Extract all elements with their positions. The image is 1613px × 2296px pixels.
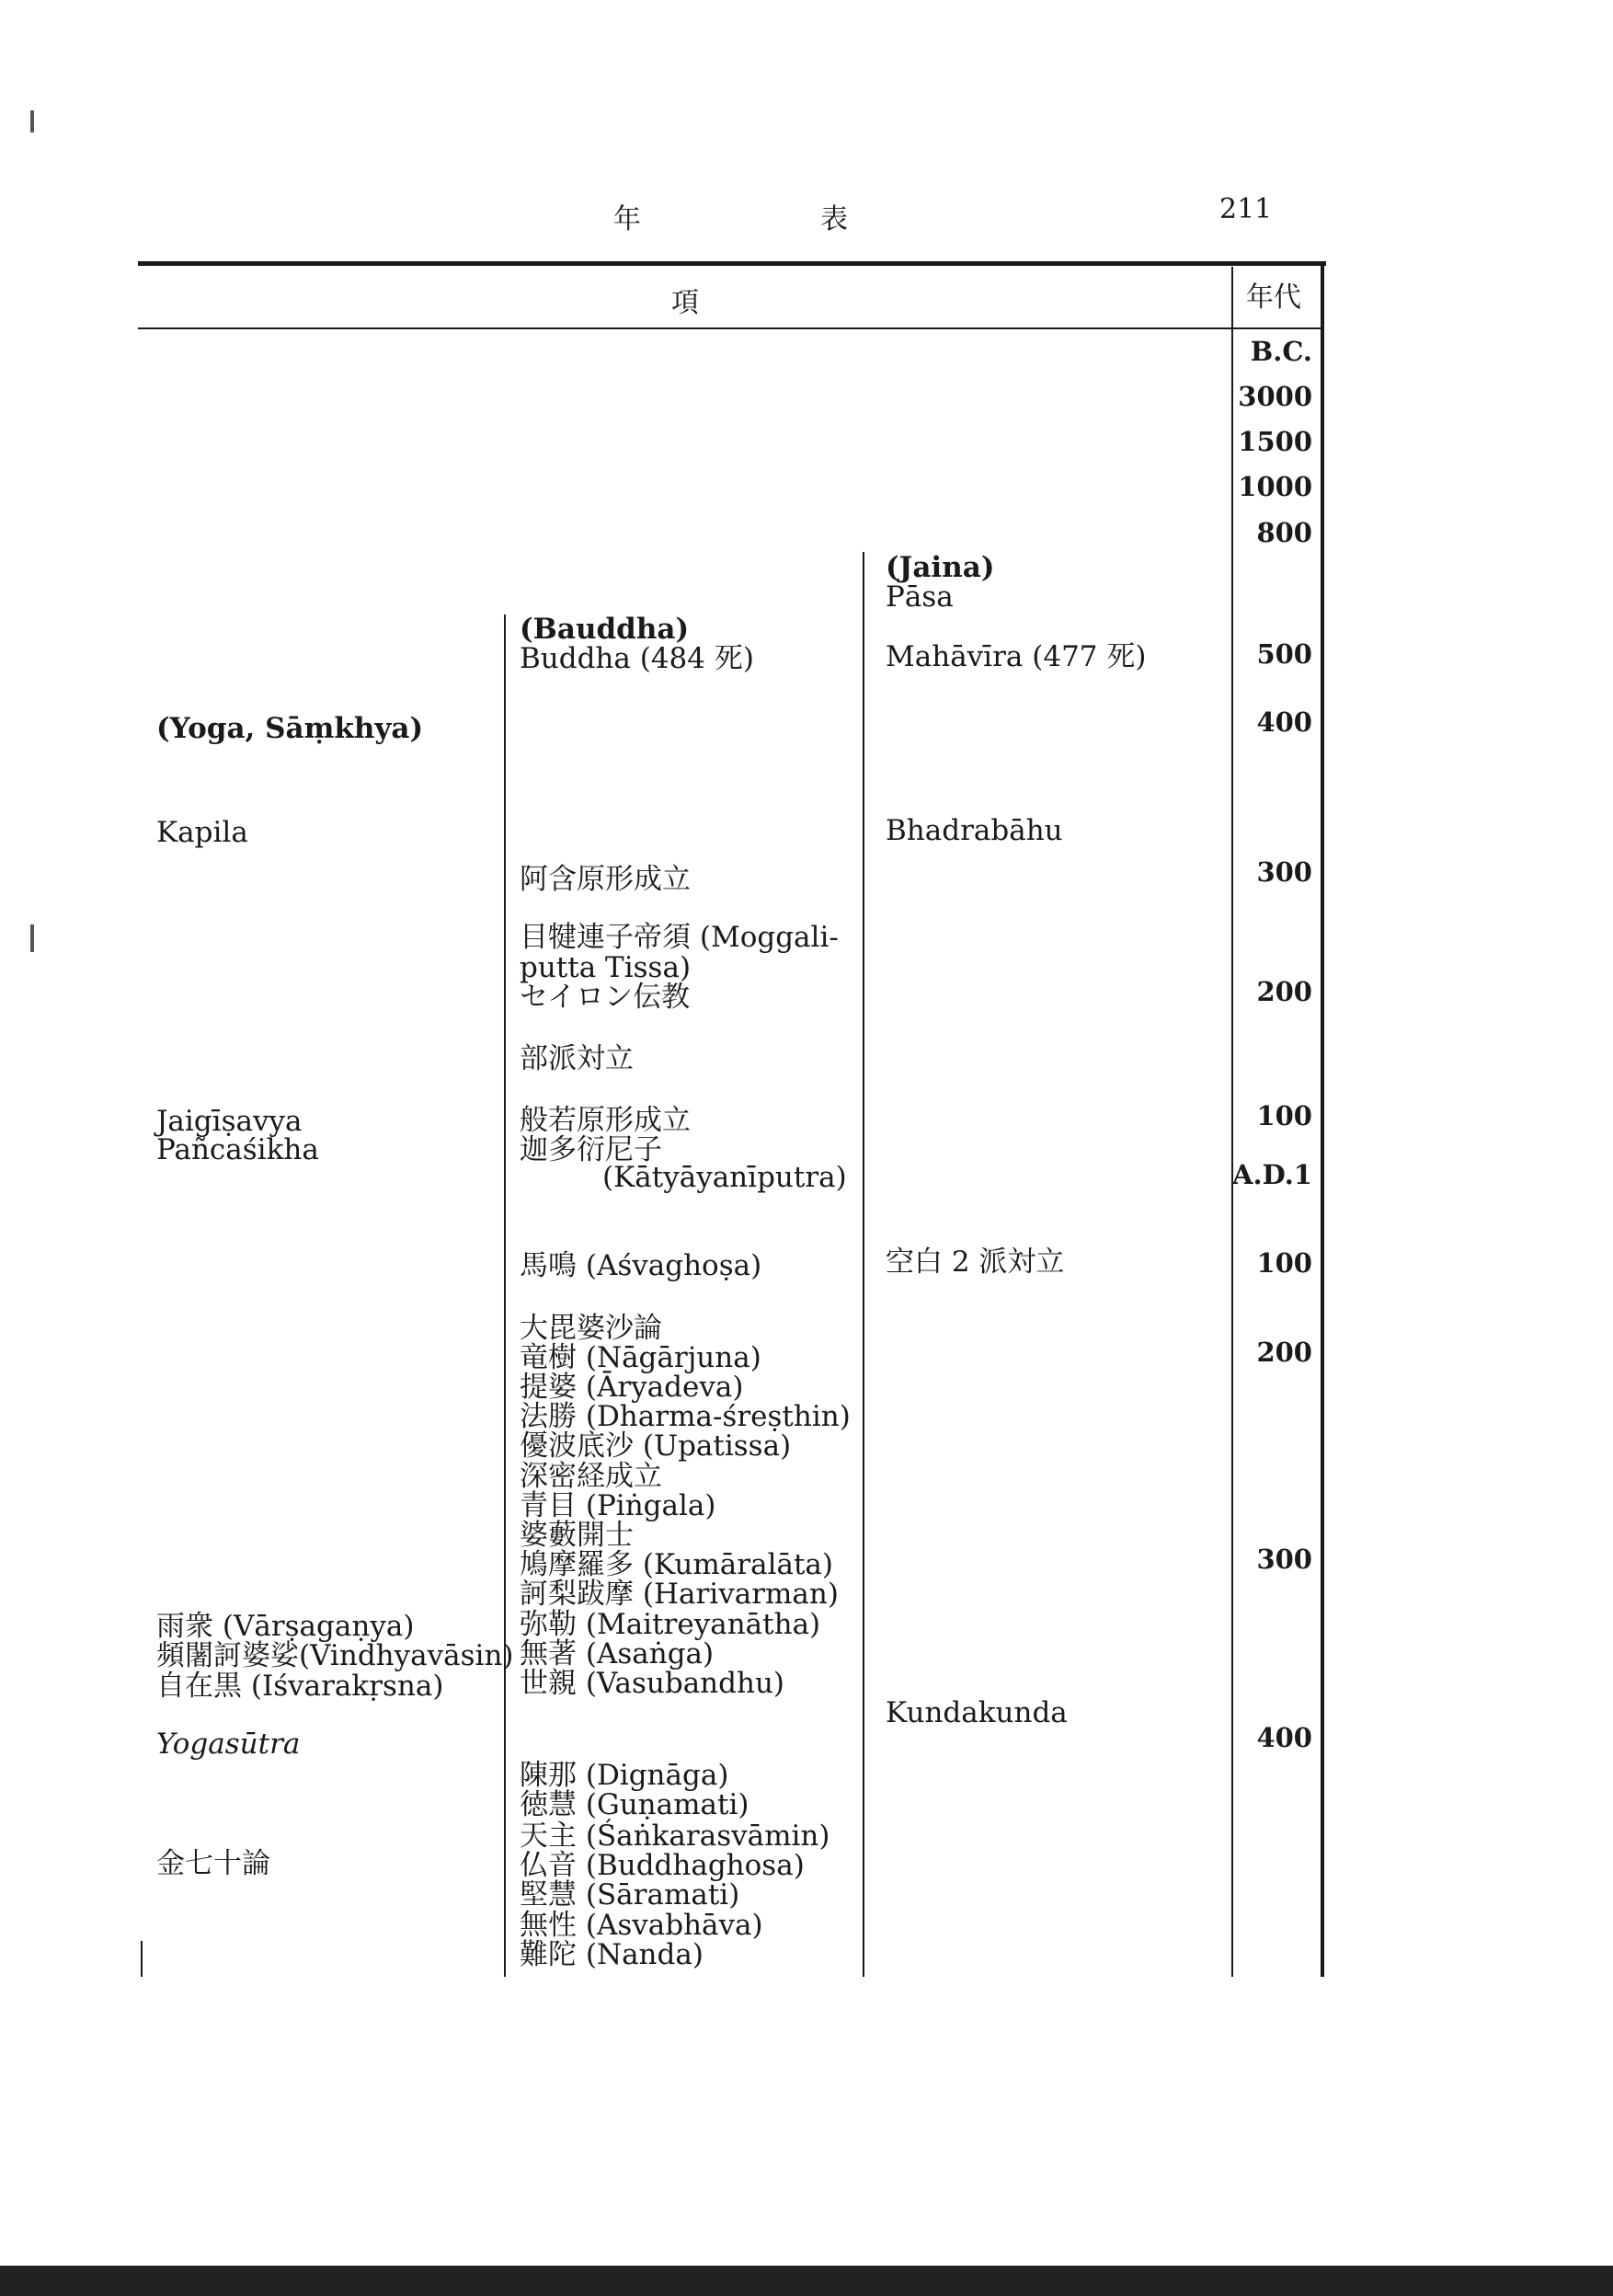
column-divider-2 <box>863 552 864 1977</box>
year-label: 400 <box>1256 706 1312 738</box>
timeline-entry: 訶梨跋摩 (Harivarman) <box>520 1578 839 1611</box>
timeline-entry: Pañcaśikha <box>156 1133 319 1166</box>
timeline-entry: 無著 (Asaṅga) <box>520 1637 715 1670</box>
timeline-entry: 法勝 (Dharma-śreṣthin) <box>520 1400 851 1433</box>
timeline-entry: Kapila <box>156 816 248 849</box>
year-label: 100 <box>1256 1100 1312 1131</box>
timeline-entry: (Yoga, Sāṃkhya) <box>156 712 424 745</box>
page-header-title-right: 表 <box>820 203 848 235</box>
year-label: 200 <box>1256 976 1312 1007</box>
timeline-entry: 部派対立 <box>520 1042 634 1075</box>
table-header-rule <box>138 327 1324 329</box>
year-label: 200 <box>1256 1337 1312 1368</box>
page-number: 211 <box>1219 193 1273 225</box>
timeline-entry: (Jaina) <box>886 551 995 584</box>
year-label: B.C. <box>1250 336 1312 367</box>
timeline-entry: 仏音 (Buddhaghosa) <box>520 1849 805 1882</box>
year-label: 3000 <box>1238 381 1312 412</box>
timeline-entry: 弥勒 (Maitreyanātha) <box>520 1608 821 1641</box>
timeline-entry: 雨衆 (Vārṣagaṇya) <box>156 1610 415 1643</box>
timeline-entry: Pāsa <box>886 580 954 614</box>
timeline-entry: 深密経成立 <box>520 1460 662 1493</box>
scan-margin-mark <box>30 110 34 132</box>
scan-bottom-edge <box>0 2266 1613 2296</box>
years-column-header: 年代 <box>1246 281 1301 314</box>
year-label: 300 <box>1256 1544 1312 1575</box>
timeline-entry: 竜樹 (Nāgārjuna) <box>520 1341 761 1374</box>
timeline-entry: (Kātyāyanīputra) <box>602 1161 847 1194</box>
timeline-entry: 般若原形成立 <box>520 1104 691 1137</box>
timeline-entry: 阿含原形成立 <box>520 863 691 896</box>
timeline-entry: 馬鳴 (Aśvaghoṣa) <box>520 1249 762 1282</box>
page-header-title-left: 年 <box>613 203 641 235</box>
year-label: 300 <box>1256 856 1312 888</box>
left-border <box>141 1941 143 1977</box>
timeline-entry: 青目 (Piṅgala) <box>520 1489 716 1522</box>
timeline-entry: Bhadrabāhu <box>886 814 1063 847</box>
timeline-entry: 提婆 (Āryadeva) <box>520 1371 744 1404</box>
scan-margin-mark <box>30 924 34 952</box>
items-column-header: 項 <box>671 287 699 319</box>
timeline-entry: 鳩摩羅多 (Kumāralāta) <box>520 1548 833 1581</box>
timeline-entry: 自在黒 (Iśvarakṛsna) <box>156 1670 444 1703</box>
timeline-entry: 迦多衍尼子 <box>520 1133 662 1166</box>
year-label: 800 <box>1256 517 1312 548</box>
timeline-entry: 目犍連子帝須 (Moggali- <box>520 921 839 954</box>
timeline-entry: Kundakunda <box>886 1696 1068 1729</box>
timeline-entry: 世親 (Vasubandhu) <box>520 1667 785 1700</box>
timeline-entry: 堅慧 (Sāramati) <box>520 1878 740 1911</box>
timeline-entry: 天主 (Śaṅkarasvāmin) <box>520 1820 830 1853</box>
year-label: 1000 <box>1238 471 1312 502</box>
timeline-entry: (Bauddha) <box>520 613 690 646</box>
timeline-entry: Yogasūtra <box>156 1728 301 1761</box>
year-label: 1500 <box>1238 426 1312 457</box>
timeline-entry: セイロン伝教 <box>520 981 691 1014</box>
timeline-entry: 空白 2 派対立 <box>886 1246 1065 1279</box>
timeline-entry: 大毘婆沙論 <box>520 1312 662 1345</box>
timeline-entry: 金七十論 <box>156 1847 270 1880</box>
table-top-rule <box>138 261 1326 266</box>
timeline-entry: putta Tissa) <box>520 951 692 984</box>
timeline-entry: 優波底沙 (Upatissa) <box>520 1429 792 1463</box>
timeline-entry: 難陀 (Nanda) <box>520 1938 704 1971</box>
year-label: 400 <box>1256 1722 1312 1753</box>
year-label: 100 <box>1256 1247 1312 1279</box>
timeline-entry: Buddha (484 死) <box>520 642 754 675</box>
column-divider-1 <box>504 614 506 1977</box>
year-label: 500 <box>1256 638 1312 670</box>
timeline-entry: 頻闍訶婆娑(Vindhyavāsin) <box>156 1639 514 1672</box>
year-label: A.D.1 <box>1232 1159 1312 1190</box>
right-border <box>1321 261 1324 1977</box>
timeline-entry: 陳那 (Dignāga) <box>520 1759 729 1792</box>
timeline-entry: 婆藪開士 <box>520 1519 634 1552</box>
timeline-entry: Mahāvīra (477 死) <box>886 640 1147 673</box>
timeline-entry: Jaigīṣavya <box>156 1105 303 1138</box>
timeline-entry: 徳慧 (Guṇamati) <box>520 1788 749 1821</box>
timeline-entry: 無性 (Asvabhāva) <box>520 1909 763 1942</box>
